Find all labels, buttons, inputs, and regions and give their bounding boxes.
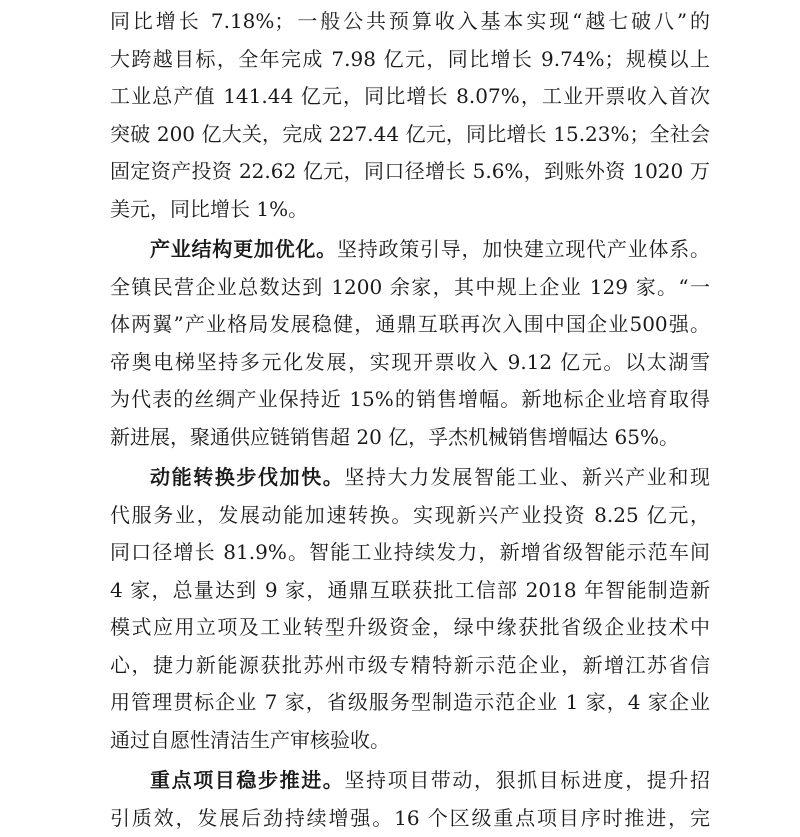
paragraph-heading: 重点项目稳步推进。: [150, 768, 344, 792]
text-line: 新进展，聚通供应链销售超 20 亿，孚杰机械销售增幅达 65%。: [110, 419, 710, 457]
text-line: 全镇民营企业总数达到 1200 余家，其中规上企业 129 家。“一: [110, 269, 710, 307]
text-line: [110, 762, 710, 800]
paragraph-heading: 产业结构更加优化。: [150, 237, 337, 261]
text-line: 4 家，总量达到 9 家，通鼎互联获批工信部 2018 年智能制造新: [110, 572, 710, 610]
text-line: 引质效，发展后劲持续增强。16 个区级重点项目序时推进，完: [110, 800, 710, 837]
paragraph-continuation: [110, 3, 710, 228]
text-line: 模式应用立项及工业转型升级资金，绿中缘获批省级企业技术中: [110, 609, 710, 647]
paragraph-momentum-conversion: [110, 459, 710, 759]
line-text: 坚持政策引导，加快建立现代产业体系。: [337, 237, 710, 261]
line-text: 坚持项目带动，狠抓目标进度，提升招: [344, 768, 710, 792]
paragraph-key-projects: [110, 762, 710, 837]
text-line: 为代表的丝绸产业保持近 15%的销售增幅。新地标企业培育取得: [110, 381, 710, 419]
text-line: 同比增长 7.18%；一般公共预算收入基本实现“越七破八”的: [110, 3, 710, 41]
paragraph-industrial-structure: [110, 231, 710, 456]
text-line: 通过自愿性清洁生产审核验收。: [110, 722, 710, 760]
document-page: [110, 0, 710, 837]
text-line: 代服务业，发展动能加速转换。实现新兴产业投资 8.25 亿元，: [110, 497, 710, 535]
text-line: 体两翼”产业格局发展稳健，通鼎互联再次入围中国企业500强。: [110, 306, 710, 344]
line-text: 坚持大力发展智能工业、新兴产业和现: [344, 465, 710, 489]
text-line: [110, 231, 710, 269]
text-line: [110, 459, 710, 497]
text-line: 用管理贯标企业 7 家，省级服务型制造示范企业 1 家，4 家企业: [110, 684, 710, 722]
paragraph-heading: 动能转换步伐加快。: [150, 465, 344, 489]
text-line: 帝奥电梯坚持多元化发展，实现开票收入 9.12 亿元。以太湖雪: [110, 344, 710, 382]
text-line: 工业总产值 141.44 亿元，同比增长 8.07%，工业开票收入首次: [110, 78, 710, 116]
text-line: 同口径增长 81.9%。智能工业持续发力，新增省级智能示范车间: [110, 534, 710, 572]
text-line: 突破 200 亿大关，完成 227.44 亿元，同比增长 15.23%；全社会: [110, 116, 710, 154]
text-line: 美元，同比增长 1%。: [110, 191, 710, 229]
text-line: 大跨越目标，全年完成 7.98 亿元，同比增长 9.74%；规模以上: [110, 41, 710, 79]
text-line: 固定资产投资 22.62 亿元，同口径增长 5.6%，到账外资 1020 万: [110, 153, 710, 191]
text-line: 心，捷力新能源获批苏州市级专精特新示范企业，新增江苏省信: [110, 647, 710, 685]
